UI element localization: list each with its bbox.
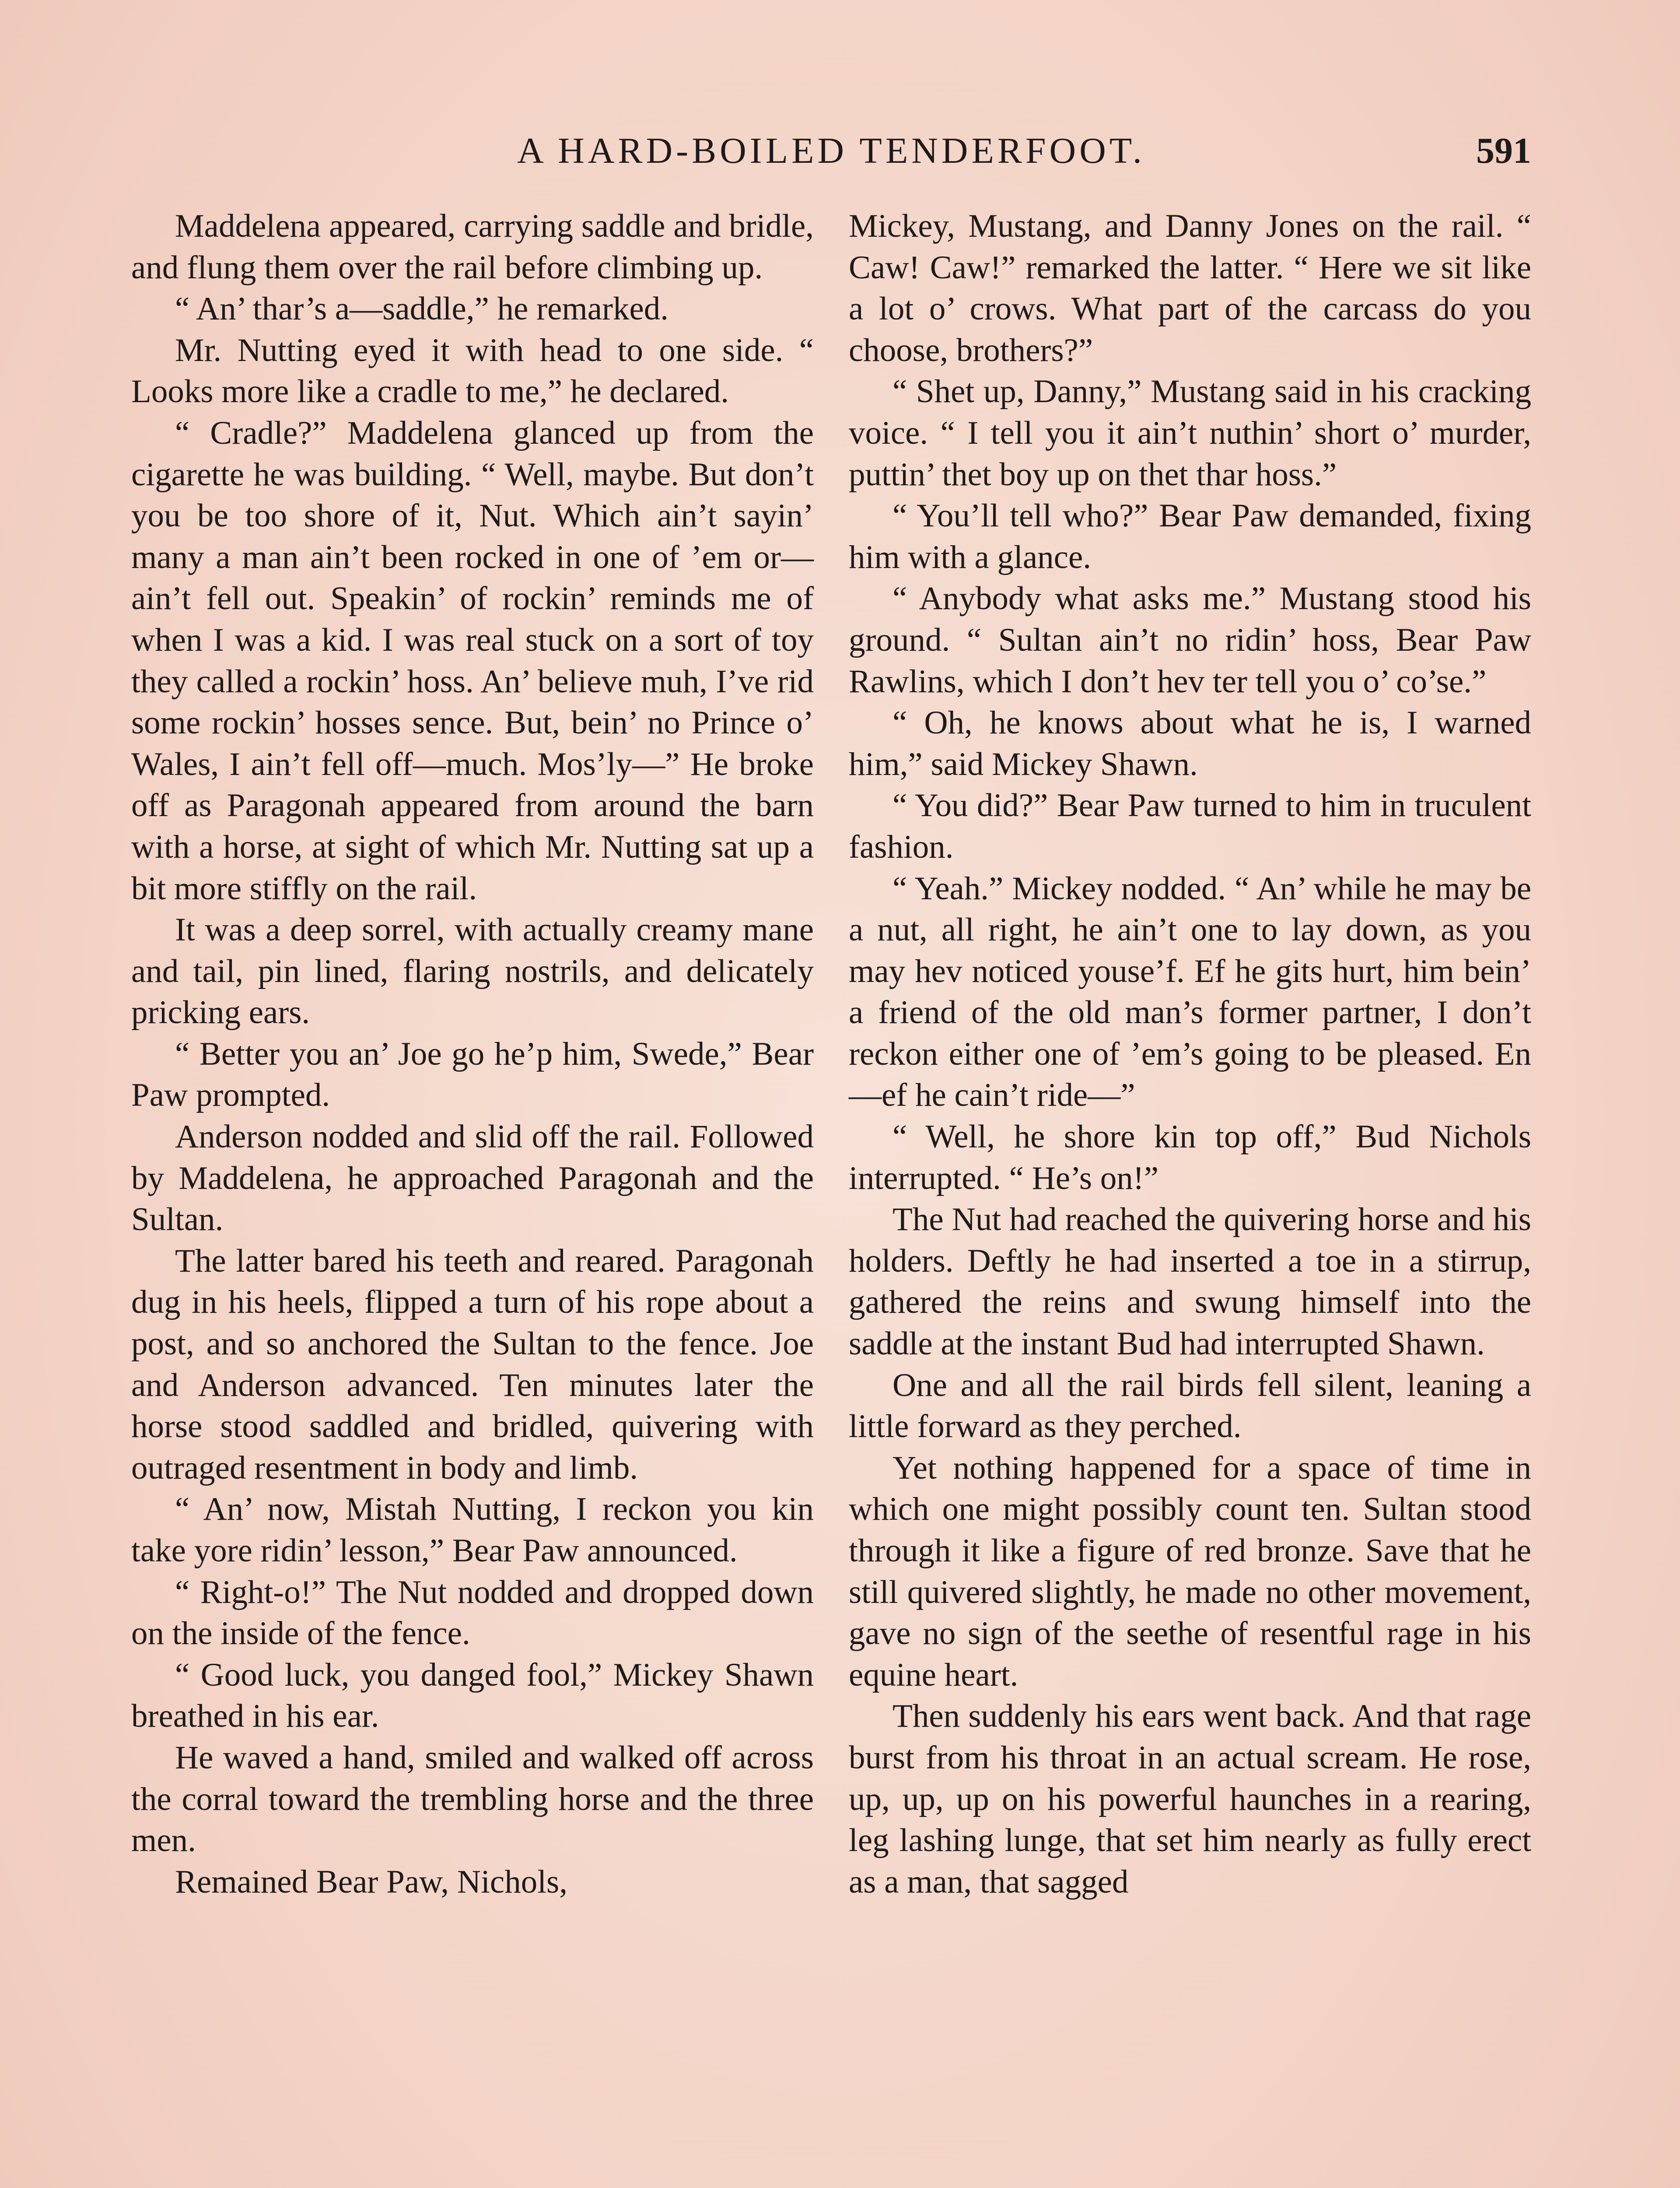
running-title: A HARD-BOILED TENDERFOOT. (517, 130, 1145, 171)
running-head (131, 127, 1531, 175)
paragraph: “ Cradle?” Maddelena glanced up from the cigarette he was building. “ Well, maybe. But don’t you be too shore of it, Nut. Which ain’t sayin’ many a man ain’t been rocked in one of ’em or—ain’t fell out. Speakin’ of rockin’ reminds me of when I was a kid. I was real stuck on a sort of toy they called a rockin’ hoss. An’ believe muh, I’ve rid some rockin’ hosses sence. But, bein’ no Prince o’ Wales, I ain’t fell off—much. Mos’ly—” He broke off as Paragonah appeared from around the barn with a horse, at sight of which Mr. Nutting sat up a bit more stiffly on the rail. (131, 414, 814, 907)
paragraph: Yet nothing happened for a space of time in which one might possibly count ten. Sultan stood through it like a figure of red bronze. Save that he still quivered slightly, he made no other movement, gave no sign of the seethe of resentful rage in his equine heart. (849, 1449, 1531, 1693)
paragraph: “ Well, he shore kin top off,” Bud Nichols interrupted. “ He’s on!” (849, 1119, 1531, 1196)
paragraph: “ Right-o!” The Nut nodded and dropped down on the inside of the fence. (131, 1574, 814, 1652)
paragraph: “ An’ now, Mistah Nutting, I reckon you kin take yore ridin’ lesson,” Bear Paw announced. (131, 1491, 814, 1569)
paragraph: “ Oh, he knows about what he is, I warned him,” said Mickey Shawn. (849, 705, 1531, 782)
paragraph: Remained Bear Paw, Nichols, (175, 1863, 567, 1900)
paragraph: “ Anybody what asks me.” Mustang stood his ground. “ Sultan ain’t no ridin’ hoss, Bear Paw Rawlins, which I don’t hev ter tell you o’ co’se.” (849, 580, 1531, 700)
paragraph: He waved a hand, smiled and walked off across the corral toward the trembling horse and the three men. (131, 1739, 814, 1859)
paragraph-continued: Mickey, Mustang, and Danny Jones on the rail. “ Caw! Caw!” remarked the latter. “ Here we sit like a lot o’ crows. What part of the carcass do you choose, brothers?” (849, 208, 1531, 368)
paragraph: It was a deep sorrel, with actually creamy mane and tail, pin lined, flaring nostrils, and delicately pricking ears. (131, 912, 814, 1031)
paragraph: Then suddenly his ears went back. And that rage burst from his throat in an actual scream. He rose, up, up, up on his powerful haunches in a rearing, leg lashing lunge, that set him nearly as fully erect as a man, that sagged (849, 1698, 1531, 1900)
paragraph: The Nut had reached the quivering horse and his holders. Deftly he had inserted a toe in a stirrup, gathered the reins and swung himself into the saddle at the instant Bud had interrupted Shawn. (849, 1201, 1531, 1362)
page-number: 591 (1476, 130, 1531, 171)
paragraph: One and all the rail birds fell silent, leaning a little forward as they perched. (849, 1367, 1531, 1445)
left-column (131, 206, 814, 1903)
paragraph: Mr. Nutting eyed it with head to one side. “ Looks more like a cradle to me,” he declared. (131, 332, 814, 410)
paragraph: “ You’ll tell who?” Bear Paw demanded, fixing him with a glance. (849, 498, 1531, 575)
paragraph: “ An’ thar’s a—saddle,” he remarked. (175, 291, 669, 327)
paragraph: Maddelena appeared, carrying saddle and bridle, and flung them over the rail before climbing up. (131, 208, 814, 286)
right-column (849, 206, 1531, 1903)
paragraph: “ Better you an’ Joe go he’p him, Swede,” Bear Paw prompted. (131, 1035, 814, 1114)
paragraph: Anderson nodded and slid off the rail. Followed by Maddelena, he approached Paragonah and the Sultan. (131, 1119, 814, 1238)
paragraph: “ Good luck, you danged fool,” Mickey Shawn breathed in his ear. (131, 1656, 814, 1735)
paragraph: “ Yeah.” Mickey nodded. “ An’ while he may be a nut, all right, he ain’t one to lay down, as you may hev noticed youse’f. Ef he gits hurt, him bein’ a friend of the old man’s former partner, I don’t reckon either one of ’em’s going to be pleased. En—ef he cain’t ride—” (849, 870, 1531, 1114)
paragraph: “ You did?” Bear Paw turned to him in truculent fashion. (849, 787, 1531, 865)
paragraph: “ Shet up, Danny,” Mustang said in his cracking voice. “ I tell you it ain’t nuthin’ short o’ murder, puttin’ thet boy up on thet thar hoss.” (849, 373, 1531, 493)
paragraph: The latter bared his teeth and reared. Paragonah dug in his heels, flipped a turn of his rope about a post, and so anchored the Sultan to the fence. Joe and Anderson advanced. Ten minutes later the horse stood saddled and bridled, quivering with outraged resentment in body and limb. (131, 1242, 814, 1486)
